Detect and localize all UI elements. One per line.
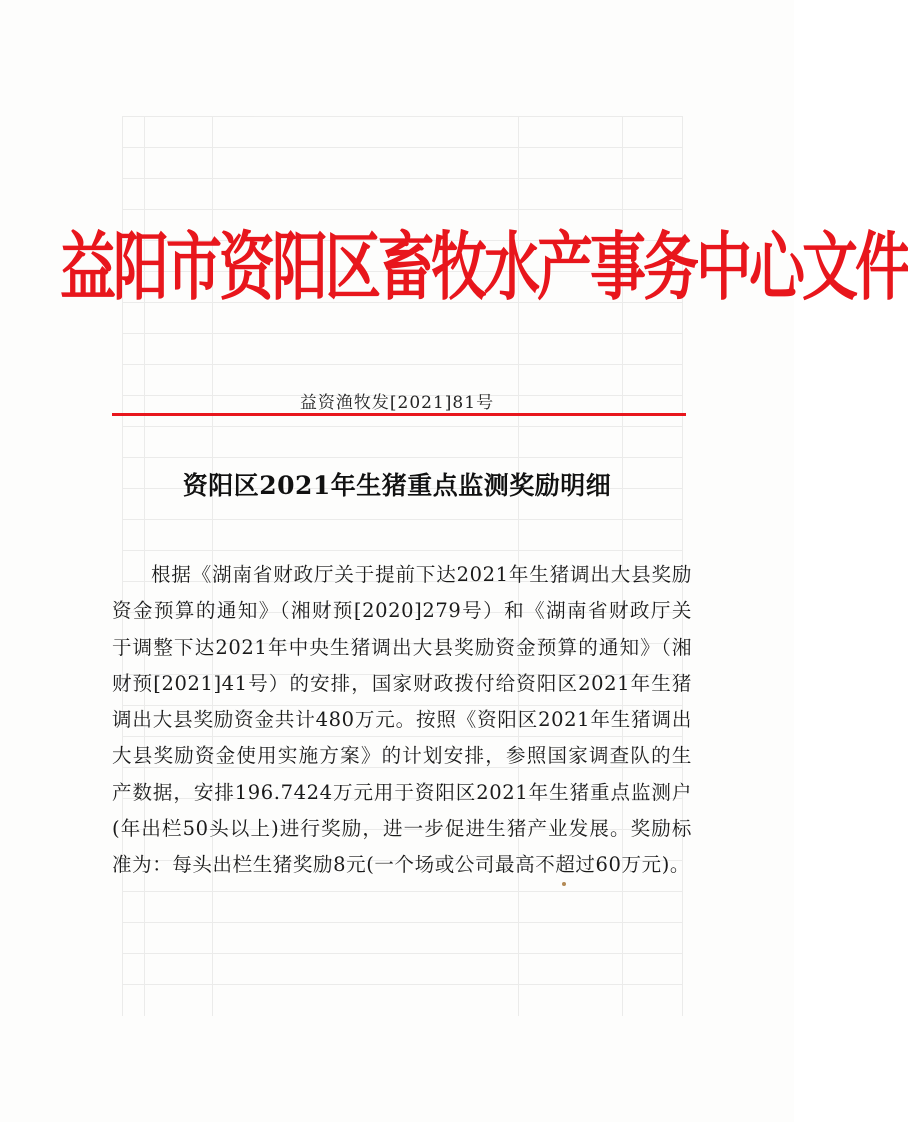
- ghost-row-line: [122, 178, 682, 179]
- ghost-row-line: [122, 147, 682, 148]
- ghost-row-line: [122, 426, 682, 427]
- ghost-row-line: [122, 333, 682, 334]
- ghost-row-line: [122, 457, 682, 458]
- ghost-row-line: [122, 209, 682, 210]
- document-header: 益阳市资阳区畜牧水产事务中心文件: [60, 224, 908, 312]
- ghost-row-line: [122, 891, 682, 892]
- red-divider-line: [112, 413, 686, 416]
- body-paragraph: 根据《湖南省财政厅关于提前下达2021年生猪调出大县奖励资金预算的通知》（湘财预[2020]279号）和《湖南省财政厅关于调整下达2021年中央生猪调出大县奖励资金预算的通知》（湘财预[2021]41号）的安排，国家财政拨付给资阳区2021年生猪调出大县奖励资金共计480万元。按照《资阳区2021年生猪调出大县奖励资金使用实施方案》的计划安排，参照国家调查队的生产数据，安排196.7424万元用于资阳区2021年生猪重点监测户(年出栏50头以上)进行奖励，进一步促进生猪产业发展。奖励标准为：每头出栏生猪奖励8元(一个场或公司最高不超过60万元)。: [112, 563, 692, 877]
- document-title: 资阳区2021年生猪重点监测奖励明细: [182, 471, 612, 500]
- ghost-row-line: [122, 519, 682, 520]
- ghost-row-line: [122, 953, 682, 954]
- ghost-row-line: [122, 984, 682, 985]
- paper-speck: [562, 882, 566, 886]
- ghost-row-line: [122, 550, 682, 551]
- ghost-row-line: [122, 922, 682, 923]
- ghost-row-line: [122, 116, 682, 117]
- document-number: 益资渔牧发[2021]81号: [299, 393, 495, 413]
- ghost-row-line: [122, 364, 682, 365]
